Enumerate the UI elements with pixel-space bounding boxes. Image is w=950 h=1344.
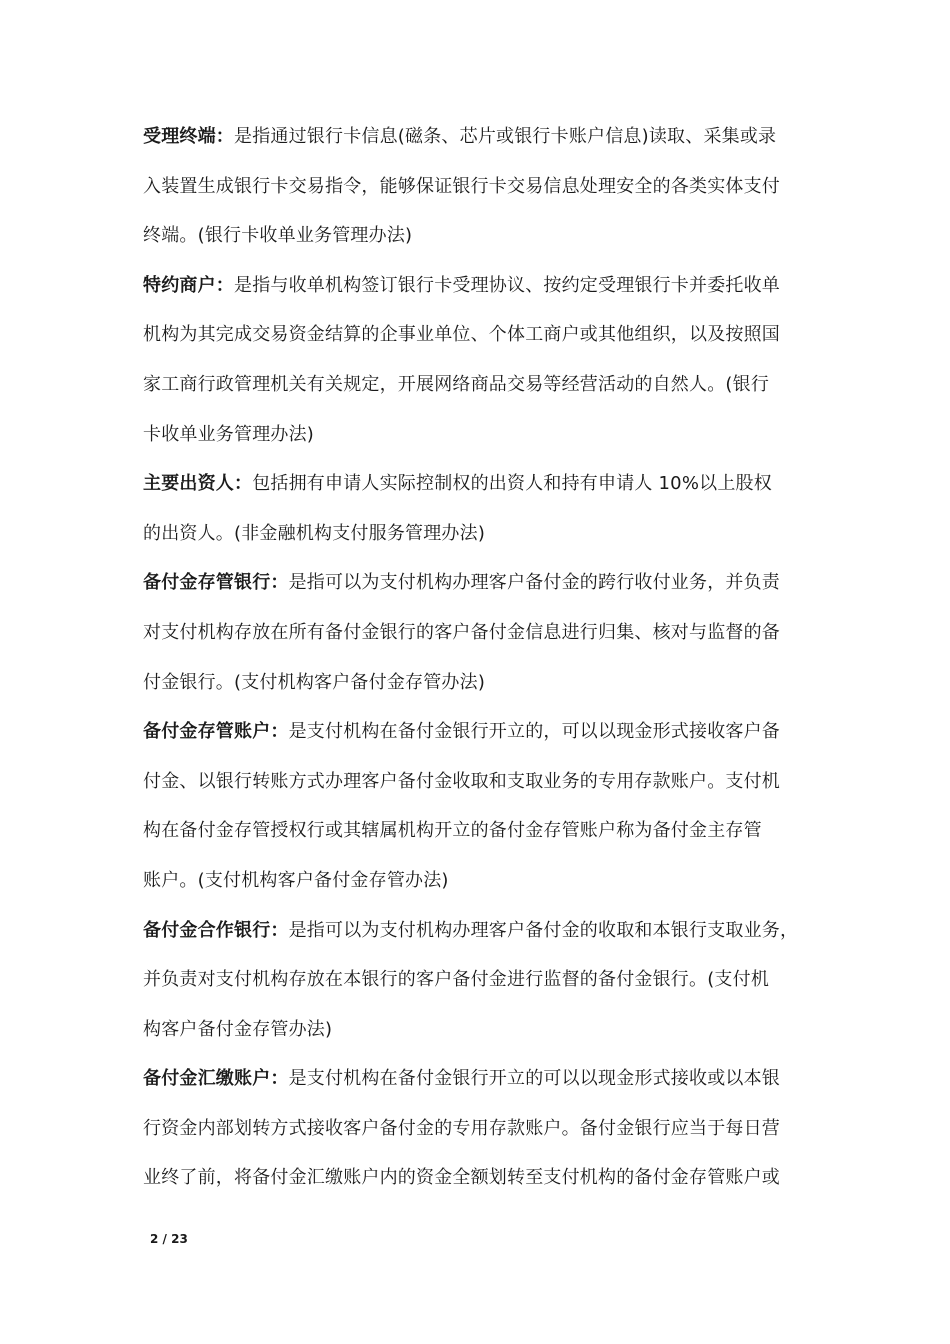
line-text: 是支付机构在备付金银行开立的可以以现金形式接收或以本银 <box>288 1068 781 1090</box>
term-label: 备付金合作银行： <box>143 919 289 941</box>
line-text: 包括拥有申请人实际控制权的出资人和持有申请人 10%以上股权 <box>252 473 772 495</box>
text-line <box>143 757 823 807</box>
text-line <box>143 558 823 608</box>
text-line <box>143 162 823 212</box>
term-label: 受理终端： <box>143 126 234 147</box>
text-line <box>143 1005 823 1055</box>
text-line <box>143 1054 823 1104</box>
text-line <box>143 310 823 360</box>
line-text: 账户。(支付机构客户备付金存管办法) <box>143 869 449 891</box>
text-line <box>143 112 823 162</box>
text-line <box>143 459 823 509</box>
text-line <box>143 658 823 708</box>
text-line <box>143 261 823 311</box>
text-line <box>143 509 823 559</box>
line-text: 机构为其完成交易资金结算的企事业单位、个体工商户或其他组织，以及按照国 <box>143 324 780 346</box>
line-text: 并负责对支付机构存放在本银行的客户备付金进行监督的备付金银行。(支付机 <box>143 969 770 991</box>
line-text: 的出资人。(非金融机构支付服务管理办法) <box>143 522 486 544</box>
text-line <box>143 806 823 856</box>
line-text: 是指与收单机构签订银行卡受理协议、按约定受理银行卡并委托收单 <box>234 274 780 296</box>
line-text: 是指通过银行卡信息(磁条、芯片或银行卡账户信息)读取、采集或录 <box>234 126 777 147</box>
line-text: 付金银行。(支付机构客户备付金存管办法) <box>143 671 486 693</box>
line-text: 行资金内部划转方式接收客户备付金的专用存款账户。备付金银行应当于每日营 <box>143 1117 780 1139</box>
line-text: 家工商行政管理机关有关规定，开展网络商品交易等经营活动的自然人。(银行 <box>143 373 770 395</box>
line-text: 付金、以银行转账方式办理客户备付金收取和支取业务的专用存款账户。支付机 <box>143 770 780 792</box>
text-line <box>143 608 823 658</box>
line-text: 构在备付金存管授权行或其辖属机构开立的备付金存管账户称为备付金主存管 <box>143 820 762 842</box>
term-label: 备付金存管账户： <box>143 721 289 743</box>
text-line <box>143 906 823 956</box>
term-label: 特约商户： <box>143 274 234 296</box>
text-line <box>143 856 823 906</box>
line-text: 卡收单业务管理办法) <box>143 423 315 445</box>
line-text: 对支付机构存放在所有备付金银行的客户备付金信息进行归集、核对与监督的备 <box>143 621 780 643</box>
body-text <box>143 112 823 1203</box>
line-text: 是指可以为支付机构办理客户备付金的跨行收付业务，并负责 <box>288 572 781 594</box>
term-label: 备付金存管银行： <box>143 572 289 594</box>
line-text: 业终了前，将备付金汇缴账户内的资金全额划转至支付机构的备付金存管账户或 <box>143 1167 780 1189</box>
text-line <box>143 707 823 757</box>
term-label: 主要出资人： <box>143 473 253 495</box>
page-number: 2 / 23 <box>150 1232 188 1246</box>
line-text: 终端。(银行卡收单业务管理办法) <box>143 225 413 247</box>
text-line <box>143 1153 823 1203</box>
text-line <box>143 955 823 1005</box>
line-text: 是支付机构在备付金银行开立的，可以以现金形式接收客户备 <box>288 721 781 743</box>
text-line <box>143 360 823 410</box>
text-line <box>143 1104 823 1154</box>
term-label: 备付金汇缴账户： <box>143 1068 289 1090</box>
line-text: 是指可以为支付机构办理客户备付金的收取和本银行支取业务， <box>288 919 799 941</box>
text-line <box>143 211 823 261</box>
line-text: 构客户备付金存管办法) <box>143 1018 333 1040</box>
line-text: 入装置生成银行卡交易指令，能够保证银行卡交易信息处理安全的各类实体支付 <box>143 175 780 197</box>
text-line <box>143 410 823 460</box>
